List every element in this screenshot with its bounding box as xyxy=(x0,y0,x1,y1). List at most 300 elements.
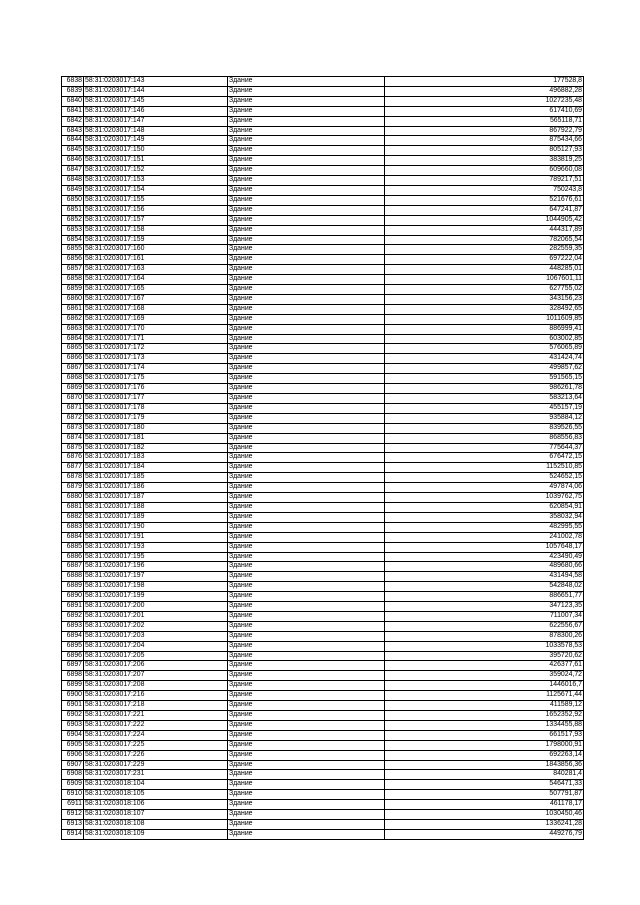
row-number-cell: 6914 xyxy=(62,829,84,839)
row-number-cell: 6886 xyxy=(62,552,84,562)
row-number-cell: 6866 xyxy=(62,354,84,364)
object-type-cell: Здание xyxy=(228,245,385,255)
cadastral-value-cell: 444317,89 xyxy=(385,225,584,235)
table-row xyxy=(62,146,584,156)
table-row xyxy=(62,294,584,304)
table-row xyxy=(62,770,584,780)
cadastral-value-cell: 1334455,88 xyxy=(385,720,584,730)
cadastral-number-cell: 58:31:0203017:167 xyxy=(84,294,228,304)
cadastral-number-cell: 58:31:0203017:231 xyxy=(84,770,228,780)
object-type-cell: Здание xyxy=(228,146,385,156)
cadastral-number-cell: 58:31:0203017:161 xyxy=(84,255,228,265)
object-type-cell: Здание xyxy=(228,394,385,404)
table-row xyxy=(62,829,584,839)
row-number-cell: 6897 xyxy=(62,661,84,671)
object-type-cell: Здание xyxy=(228,324,385,334)
cadastral-value-cell: 431494,58 xyxy=(385,572,584,582)
object-type-cell: Здание xyxy=(228,810,385,820)
row-number-cell: 6912 xyxy=(62,810,84,820)
table-row xyxy=(62,265,584,275)
cadastral-number-cell: 58:31:0203017:193 xyxy=(84,542,228,552)
row-number-cell: 6896 xyxy=(62,651,84,661)
object-type-cell: Здание xyxy=(228,621,385,631)
row-number-cell: 6867 xyxy=(62,364,84,374)
table-row xyxy=(62,790,584,800)
row-number-cell: 6898 xyxy=(62,671,84,681)
table-row xyxy=(62,592,584,602)
row-number-cell: 6839 xyxy=(62,86,84,96)
cadastral-number-cell: 58:31:0203017:172 xyxy=(84,344,228,354)
object-type-cell: Здание xyxy=(228,156,385,166)
cadastral-number-cell: 58:31:0203018:105 xyxy=(84,790,228,800)
row-number-cell: 6855 xyxy=(62,245,84,255)
cadastral-value-cell: 507791,87 xyxy=(385,790,584,800)
object-type-cell: Здание xyxy=(228,235,385,245)
object-type-cell: Здание xyxy=(228,483,385,493)
table-row xyxy=(62,661,584,671)
cadastral-number-cell: 58:31:0203017:197 xyxy=(84,572,228,582)
cadastral-value-cell: 609660,08 xyxy=(385,166,584,176)
cadastral-number-cell: 58:31:0203017:177 xyxy=(84,394,228,404)
row-number-cell: 6865 xyxy=(62,344,84,354)
cadastral-number-cell: 58:31:0203017:184 xyxy=(84,463,228,473)
object-type-cell: Здание xyxy=(228,829,385,839)
row-number-cell: 6844 xyxy=(62,136,84,146)
table-row xyxy=(62,572,584,582)
object-type-cell: Здание xyxy=(228,166,385,176)
cadastral-number-cell: 58:31:0203017:156 xyxy=(84,205,228,215)
object-type-cell: Здание xyxy=(228,542,385,552)
table-row xyxy=(62,255,584,265)
row-number-cell: 6900 xyxy=(62,691,84,701)
row-number-cell: 6838 xyxy=(62,77,84,87)
cadastral-number-cell: 58:31:0203017:145 xyxy=(84,96,228,106)
cadastral-value-cell: 868556,83 xyxy=(385,433,584,443)
table-row xyxy=(62,384,584,394)
table-row xyxy=(62,720,584,730)
cadastral-value-cell: 986261,78 xyxy=(385,384,584,394)
row-number-cell: 6859 xyxy=(62,285,84,295)
table-row xyxy=(62,681,584,691)
cadastral-value-cell: 359024,72 xyxy=(385,671,584,681)
table-row xyxy=(62,106,584,116)
table-row xyxy=(62,77,584,87)
object-type-cell: Здание xyxy=(228,641,385,651)
table-row xyxy=(62,344,584,354)
table-row xyxy=(62,374,584,384)
cadastral-value-cell: 661517,93 xyxy=(385,730,584,740)
table-row xyxy=(62,493,584,503)
row-number-cell: 6851 xyxy=(62,205,84,215)
table-row xyxy=(62,166,584,176)
table-row xyxy=(62,691,584,701)
cadastral-value-cell: 1798000,91 xyxy=(385,740,584,750)
cadastral-value-cell: 347123,35 xyxy=(385,602,584,612)
object-type-cell: Здание xyxy=(228,403,385,413)
object-type-cell: Здание xyxy=(228,77,385,87)
cadastral-value-cell: 1039762,75 xyxy=(385,493,584,503)
row-number-cell: 6842 xyxy=(62,116,84,126)
table-row xyxy=(62,483,584,493)
cadastral-number-cell: 58:31:0203017:216 xyxy=(84,691,228,701)
row-number-cell: 6904 xyxy=(62,730,84,740)
cadastral-number-cell: 58:31:0203017:207 xyxy=(84,671,228,681)
object-type-cell: Здание xyxy=(228,136,385,146)
table-row xyxy=(62,443,584,453)
object-type-cell: Здание xyxy=(228,285,385,295)
table-row xyxy=(62,562,584,572)
table-row xyxy=(62,245,584,255)
cadastral-number-cell: 58:31:0203017:203 xyxy=(84,631,228,641)
object-type-cell: Здание xyxy=(228,294,385,304)
object-type-cell: Здание xyxy=(228,562,385,572)
cadastral-value-cell: 497874,06 xyxy=(385,483,584,493)
object-type-cell: Здание xyxy=(228,819,385,829)
cadastral-number-cell: 58:31:0203017:153 xyxy=(84,176,228,186)
table-row xyxy=(62,611,584,621)
cadastral-number-cell: 58:31:0203017:190 xyxy=(84,522,228,532)
table-row xyxy=(62,502,584,512)
object-type-cell: Здание xyxy=(228,720,385,730)
cadastral-value-cell: 426377,61 xyxy=(385,661,584,671)
object-type-cell: Здание xyxy=(228,116,385,126)
object-type-cell: Здание xyxy=(228,423,385,433)
object-type-cell: Здание xyxy=(228,185,385,195)
cadastral-number-cell: 58:31:0203017:159 xyxy=(84,235,228,245)
cadastral-number-cell: 58:31:0203017:178 xyxy=(84,403,228,413)
object-type-cell: Здание xyxy=(228,770,385,780)
table-row xyxy=(62,324,584,334)
cadastral-value-cell: 622556,67 xyxy=(385,621,584,631)
registry-table xyxy=(61,76,584,840)
object-type-cell: Здание xyxy=(228,522,385,532)
cadastral-number-cell: 58:31:0203017:186 xyxy=(84,483,228,493)
object-type-cell: Здание xyxy=(228,502,385,512)
cadastral-value-cell: 935884,12 xyxy=(385,413,584,423)
cadastral-number-cell: 58:31:0203017:174 xyxy=(84,364,228,374)
row-number-cell: 6870 xyxy=(62,394,84,404)
cadastral-number-cell: 58:31:0203017:208 xyxy=(84,681,228,691)
object-type-cell: Здание xyxy=(228,582,385,592)
cadastral-value-cell: 789217,51 xyxy=(385,176,584,186)
object-type-cell: Здание xyxy=(228,364,385,374)
cadastral-number-cell: 58:31:0203017:189 xyxy=(84,512,228,522)
row-number-cell: 6846 xyxy=(62,156,84,166)
cadastral-value-cell: 524652,15 xyxy=(385,473,584,483)
cadastral-number-cell: 58:31:0203017:191 xyxy=(84,532,228,542)
table-row xyxy=(62,225,584,235)
cadastral-number-cell: 58:31:0203017:179 xyxy=(84,413,228,423)
object-type-cell: Здание xyxy=(228,512,385,522)
table-row xyxy=(62,730,584,740)
cadastral-number-cell: 58:31:0203017:149 xyxy=(84,136,228,146)
row-number-cell: 6890 xyxy=(62,592,84,602)
object-type-cell: Здание xyxy=(228,205,385,215)
cadastral-number-cell: 58:31:0203017:157 xyxy=(84,215,228,225)
row-number-cell: 6871 xyxy=(62,403,84,413)
cadastral-value-cell: 1011609,85 xyxy=(385,314,584,324)
cadastral-number-cell: 58:31:0203017:143 xyxy=(84,77,228,87)
table-row xyxy=(62,354,584,364)
object-type-cell: Здание xyxy=(228,443,385,453)
cadastral-value-cell: 591565,15 xyxy=(385,374,584,384)
object-type-cell: Здание xyxy=(228,701,385,711)
row-number-cell: 6845 xyxy=(62,146,84,156)
object-type-cell: Здание xyxy=(228,661,385,671)
object-type-cell: Здание xyxy=(228,106,385,116)
cadastral-number-cell: 58:31:0203017:150 xyxy=(84,146,228,156)
table-row xyxy=(62,126,584,136)
cadastral-value-cell: 1336241,28 xyxy=(385,819,584,829)
cadastral-number-cell: 58:31:0203017:151 xyxy=(84,156,228,166)
object-type-cell: Здание xyxy=(228,255,385,265)
object-type-cell: Здание xyxy=(228,780,385,790)
cadastral-value-cell: 1652352,92 xyxy=(385,711,584,721)
cadastral-value-cell: 358032,94 xyxy=(385,512,584,522)
cadastral-value-cell: 328492,65 xyxy=(385,304,584,314)
table-row xyxy=(62,532,584,542)
row-number-cell: 6856 xyxy=(62,255,84,265)
table-row xyxy=(62,463,584,473)
object-type-cell: Здание xyxy=(228,740,385,750)
object-type-cell: Здание xyxy=(228,552,385,562)
table-row xyxy=(62,512,584,522)
cadastral-number-cell: 58:31:0203017:196 xyxy=(84,562,228,572)
row-number-cell: 6862 xyxy=(62,314,84,324)
row-number-cell: 6843 xyxy=(62,126,84,136)
object-type-cell: Здание xyxy=(228,304,385,314)
object-type-cell: Здание xyxy=(228,532,385,542)
table-row xyxy=(62,176,584,186)
cadastral-value-cell: 875434,66 xyxy=(385,136,584,146)
table-row xyxy=(62,285,584,295)
object-type-cell: Здание xyxy=(228,691,385,701)
table-row xyxy=(62,394,584,404)
cadastral-number-cell: 58:31:0203017:176 xyxy=(84,384,228,394)
cadastral-number-cell: 58:31:0203017:229 xyxy=(84,760,228,770)
object-type-cell: Здание xyxy=(228,592,385,602)
cadastral-value-cell: 627755,02 xyxy=(385,285,584,295)
cadastral-value-cell: 840281,4 xyxy=(385,770,584,780)
row-number-cell: 6874 xyxy=(62,433,84,443)
cadastral-value-cell: 431424,74 xyxy=(385,354,584,364)
table-row xyxy=(62,621,584,631)
row-number-cell: 6906 xyxy=(62,750,84,760)
cadastral-number-cell: 58:31:0203018:108 xyxy=(84,819,228,829)
cadastral-value-cell: 455157,19 xyxy=(385,403,584,413)
row-number-cell: 6901 xyxy=(62,701,84,711)
row-number-cell: 6905 xyxy=(62,740,84,750)
row-number-cell: 6863 xyxy=(62,324,84,334)
cadastral-value-cell: 692263,14 xyxy=(385,750,584,760)
table-row xyxy=(62,740,584,750)
cadastral-value-cell: 1057648,17 xyxy=(385,542,584,552)
cadastral-value-cell: 620854,91 xyxy=(385,502,584,512)
table-row xyxy=(62,780,584,790)
cadastral-value-cell: 603002,85 xyxy=(385,334,584,344)
cadastral-number-cell: 58:31:0203017:152 xyxy=(84,166,228,176)
table-row xyxy=(62,215,584,225)
table-row xyxy=(62,314,584,324)
cadastral-number-cell: 58:31:0203017:169 xyxy=(84,314,228,324)
registry-table-body xyxy=(62,77,584,840)
cadastral-value-cell: 750243,8 xyxy=(385,185,584,195)
table-row xyxy=(62,810,584,820)
row-number-cell: 6893 xyxy=(62,621,84,631)
cadastral-number-cell: 58:31:0203018:104 xyxy=(84,780,228,790)
cadastral-number-cell: 58:31:0203017:163 xyxy=(84,265,228,275)
row-number-cell: 6841 xyxy=(62,106,84,116)
row-number-cell: 6910 xyxy=(62,790,84,800)
object-type-cell: Здание xyxy=(228,314,385,324)
row-number-cell: 6857 xyxy=(62,265,84,275)
object-type-cell: Здание xyxy=(228,602,385,612)
table-row xyxy=(62,205,584,215)
cadastral-value-cell: 521676,61 xyxy=(385,195,584,205)
cadastral-value-cell: 499857,62 xyxy=(385,364,584,374)
object-type-cell: Здание xyxy=(228,572,385,582)
row-number-cell: 6894 xyxy=(62,631,84,641)
table-row xyxy=(62,671,584,681)
table-row xyxy=(62,602,584,612)
object-type-cell: Здание xyxy=(228,790,385,800)
row-number-cell: 6907 xyxy=(62,760,84,770)
cadastral-number-cell: 58:31:0203017:199 xyxy=(84,592,228,602)
object-type-cell: Здание xyxy=(228,760,385,770)
cadastral-number-cell: 58:31:0203017:181 xyxy=(84,433,228,443)
cadastral-value-cell: 1044905,42 xyxy=(385,215,584,225)
cadastral-value-cell: 461178,17 xyxy=(385,800,584,810)
cadastral-value-cell: 177528,8 xyxy=(385,77,584,87)
row-number-cell: 6849 xyxy=(62,185,84,195)
table-row xyxy=(62,235,584,245)
object-type-cell: Здание xyxy=(228,711,385,721)
cadastral-number-cell: 58:31:0203017:204 xyxy=(84,641,228,651)
table-row xyxy=(62,453,584,463)
row-number-cell: 6888 xyxy=(62,572,84,582)
cadastral-value-cell: 343156,23 xyxy=(385,294,584,304)
table-row xyxy=(62,413,584,423)
table-row xyxy=(62,522,584,532)
table-row xyxy=(62,582,584,592)
cadastral-number-cell: 58:31:0203017:171 xyxy=(84,334,228,344)
cadastral-value-cell: 805127,93 xyxy=(385,146,584,156)
object-type-cell: Здание xyxy=(228,96,385,106)
object-type-cell: Здание xyxy=(228,750,385,760)
row-number-cell: 6876 xyxy=(62,453,84,463)
cadastral-value-cell: 1030450,46 xyxy=(385,810,584,820)
cadastral-value-cell: 489680,66 xyxy=(385,562,584,572)
row-number-cell: 6882 xyxy=(62,512,84,522)
cadastral-number-cell: 58:31:0203017:183 xyxy=(84,453,228,463)
table-row xyxy=(62,403,584,413)
object-type-cell: Здание xyxy=(228,195,385,205)
table-row xyxy=(62,364,584,374)
object-type-cell: Здание xyxy=(228,275,385,285)
object-type-cell: Здание xyxy=(228,473,385,483)
table-row xyxy=(62,96,584,106)
object-type-cell: Здание xyxy=(228,800,385,810)
cadastral-number-cell: 58:31:0203017:155 xyxy=(84,195,228,205)
table-row xyxy=(62,423,584,433)
cadastral-number-cell: 58:31:0203017:225 xyxy=(84,740,228,750)
table-row xyxy=(62,701,584,711)
row-number-cell: 6879 xyxy=(62,483,84,493)
cadastral-value-cell: 676472,15 xyxy=(385,453,584,463)
cadastral-number-cell: 58:31:0203017:182 xyxy=(84,443,228,453)
object-type-cell: Здание xyxy=(228,631,385,641)
object-type-cell: Здание xyxy=(228,225,385,235)
object-type-cell: Здание xyxy=(228,453,385,463)
cadastral-number-cell: 58:31:0203017:195 xyxy=(84,552,228,562)
cadastral-number-cell: 58:31:0203017:180 xyxy=(84,423,228,433)
row-number-cell: 6864 xyxy=(62,334,84,344)
table-row xyxy=(62,542,584,552)
object-type-cell: Здание xyxy=(228,651,385,661)
table-row xyxy=(62,275,584,285)
cadastral-number-cell: 58:31:0203017:144 xyxy=(84,86,228,96)
cadastral-value-cell: 576065,89 xyxy=(385,344,584,354)
cadastral-number-cell: 58:31:0203017:147 xyxy=(84,116,228,126)
object-type-cell: Здание xyxy=(228,354,385,364)
cadastral-value-cell: 241002,78 xyxy=(385,532,584,542)
object-type-cell: Здание xyxy=(228,611,385,621)
row-number-cell: 6911 xyxy=(62,800,84,810)
cadastral-value-cell: 617410,69 xyxy=(385,106,584,116)
cadastral-value-cell: 565118,71 xyxy=(385,116,584,126)
object-type-cell: Здание xyxy=(228,86,385,96)
row-number-cell: 6878 xyxy=(62,473,84,483)
cadastral-number-cell: 58:31:0203017:187 xyxy=(84,493,228,503)
cadastral-number-cell: 58:31:0203017:221 xyxy=(84,711,228,721)
cadastral-value-cell: 448285,01 xyxy=(385,265,584,275)
object-type-cell: Здание xyxy=(228,176,385,186)
cadastral-value-cell: 383819,25 xyxy=(385,156,584,166)
table-row xyxy=(62,86,584,96)
cadastral-number-cell: 58:31:0203017:146 xyxy=(84,106,228,116)
table-row xyxy=(62,334,584,344)
row-number-cell: 6891 xyxy=(62,602,84,612)
cadastral-number-cell: 58:31:0203018:106 xyxy=(84,800,228,810)
row-number-cell: 6875 xyxy=(62,443,84,453)
cadastral-value-cell: 711007,34 xyxy=(385,611,584,621)
cadastral-number-cell: 58:31:0203017:170 xyxy=(84,324,228,334)
row-number-cell: 6884 xyxy=(62,532,84,542)
row-number-cell: 6880 xyxy=(62,493,84,503)
cadastral-value-cell: 482995,55 xyxy=(385,522,584,532)
object-type-cell: Здание xyxy=(228,215,385,225)
row-number-cell: 6873 xyxy=(62,423,84,433)
row-number-cell: 6895 xyxy=(62,641,84,651)
cadastral-number-cell: 58:31:0203017:222 xyxy=(84,720,228,730)
cadastral-value-cell: 839526,55 xyxy=(385,423,584,433)
cadastral-number-cell: 58:31:0203017:201 xyxy=(84,611,228,621)
row-number-cell: 6852 xyxy=(62,215,84,225)
row-number-cell: 6860 xyxy=(62,294,84,304)
cadastral-number-cell: 58:31:0203017:202 xyxy=(84,621,228,631)
object-type-cell: Здание xyxy=(228,681,385,691)
row-number-cell: 6913 xyxy=(62,819,84,829)
row-number-cell: 6899 xyxy=(62,681,84,691)
cadastral-number-cell: 58:31:0203017:224 xyxy=(84,730,228,740)
table-row xyxy=(62,195,584,205)
cadastral-number-cell: 58:31:0203017:198 xyxy=(84,582,228,592)
row-number-cell: 6881 xyxy=(62,502,84,512)
row-number-cell: 6850 xyxy=(62,195,84,205)
cadastral-number-cell: 58:31:0203017:160 xyxy=(84,245,228,255)
object-type-cell: Здание xyxy=(228,126,385,136)
table-row xyxy=(62,800,584,810)
